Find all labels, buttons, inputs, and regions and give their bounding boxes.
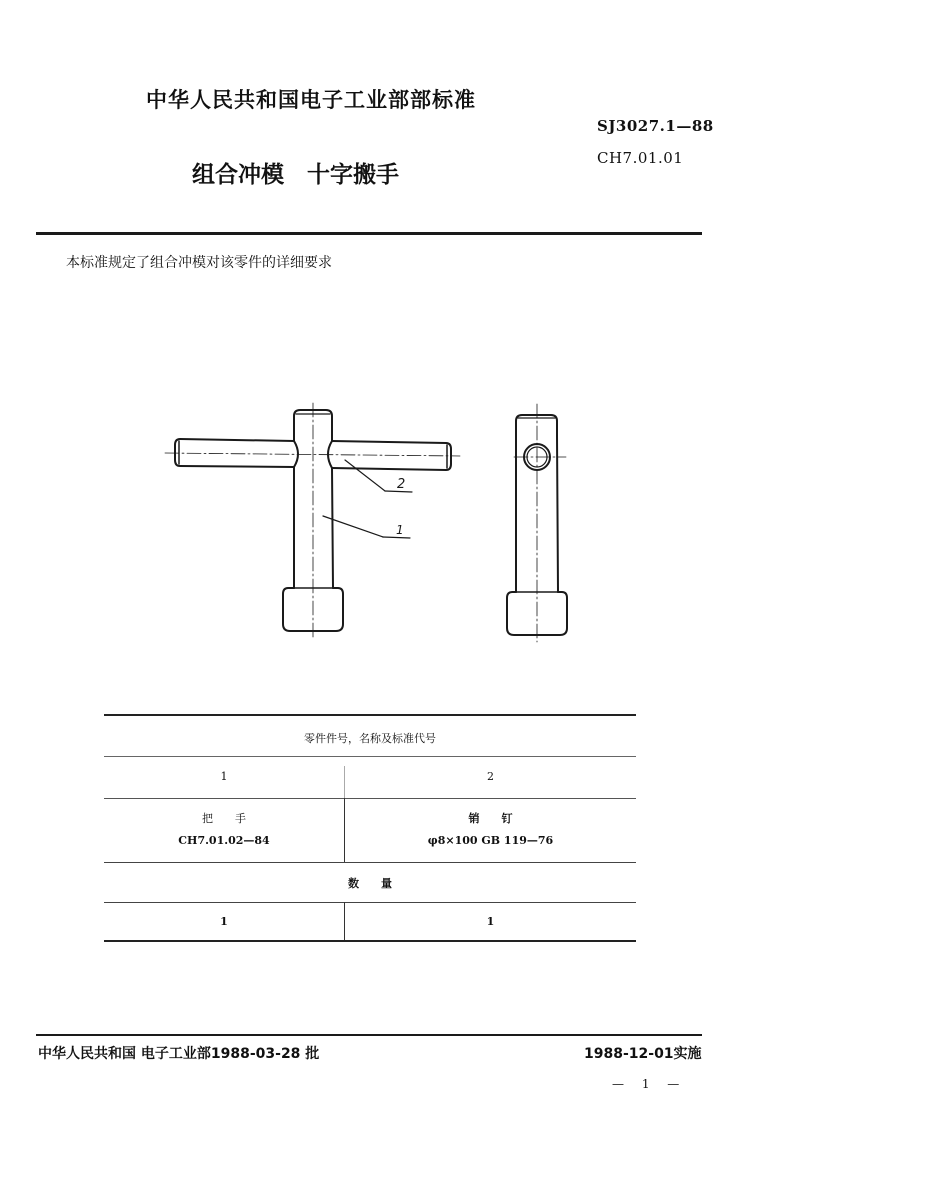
issuing-organization-title: 中华人民共和国电子工业部部标准 (146, 88, 476, 112)
column-divider (344, 902, 345, 940)
part-code-2: φ8×100 GB 119—76 (427, 834, 554, 847)
column-divider (344, 766, 345, 798)
part-number-2: 2 (487, 770, 494, 783)
part-label-1: 1 (396, 523, 404, 537)
bottom-divider (36, 1034, 702, 1036)
ch-code: CH7.01.01 (597, 149, 684, 167)
parts-table-header: 零件件号，名称及标准代号 (304, 732, 436, 745)
table-top-rule (104, 714, 636, 716)
document-title: 组合冲模 十字搬手 (192, 162, 399, 188)
top-divider (36, 232, 702, 235)
part-number-1: 1 (220, 770, 228, 783)
intro-text: 本标准规定了组合冲模对该零件的详细要求 (66, 255, 332, 271)
part-code-1: CH7.01.02—84 (178, 834, 270, 847)
part-name-2: 销 钉 (468, 812, 513, 825)
table-rule (104, 862, 636, 863)
part-name-1: 把 手 (202, 812, 246, 825)
table-rule (104, 798, 636, 799)
column-divider (344, 798, 345, 862)
quantity-2: 1 (486, 915, 495, 928)
table-bottom-rule (104, 940, 636, 942)
table-rule (104, 902, 636, 903)
quantity-1: 1 (220, 915, 228, 928)
issuer-approval: 中华人民共和国 电子工业部1988-03-28 批 (38, 1046, 320, 1062)
quantity-header: 数 量 (348, 877, 392, 890)
cross-wrench-drawing (150, 400, 610, 650)
page-number: — 1 — (612, 1077, 680, 1091)
part-label-2: 2 (397, 477, 406, 492)
standard-number: SJ3027.1—88 (597, 117, 714, 135)
table-rule (104, 756, 636, 757)
effective-date: 1988-12-01实施 (584, 1046, 702, 1062)
